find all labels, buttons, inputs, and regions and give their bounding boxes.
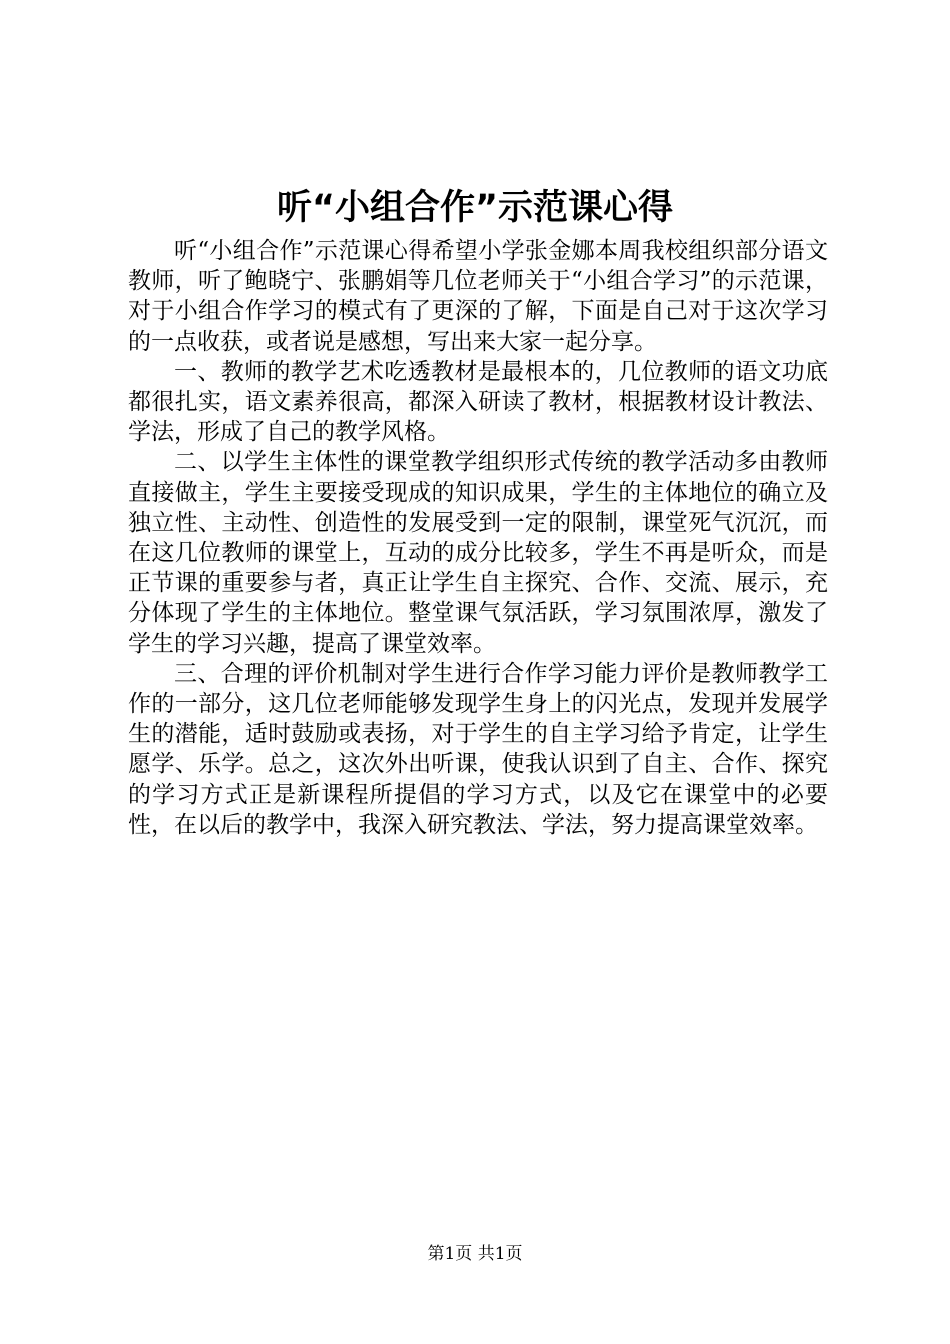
paragraph-section-3: 三、合理的评价机制对学生进行合作学习能力评价是教师教学工作的一部分，这几位老师能够发现学生身上的闪光点，发现并发展学生的潜能，适时鼓励或表扬，对于学生的自主学习给予肯定，让学生愿学、乐学。总之，这次外出听课，使我认识到了自主、合作、探究的学习方式正是新课程所提倡的学习方式，以及它在课堂中的必要性，在以后的教学中，我深入研究教法、学法，努力提高课堂效率。 <box>128 660 828 838</box>
paragraph-section-1: 一、教师的教学艺术吃透教材是最根本的，几位教师的语文功底都很扎实，语文素养很高，都深入研读了教材，根据教材设计教法、学法，形成了自己的教学风格。 <box>128 358 828 446</box>
document-body <box>128 236 828 840</box>
page-title: 听“小组合作”示范课心得 <box>276 188 673 228</box>
paragraph-section-2: 二、以学生主体性的课堂教学组织形式传统的教学活动多由教师直接做主，学生主要接受现成的知识成果，学生的主体地位的确立及独立性、主动性、创造性的发展受到一定的限制，课堂死气沉沉，而在这几位教师的课堂上，互动的成分比较多，学生不再是听众，而是正节课的重要参与者，真正让学生自主探究、合作、交流、展示，充分体现了学生的主体地位。整堂课气氛活跃，学习氛围浓厚，激发了学生的学习兴趣，提高了课堂效率。 <box>128 449 828 657</box>
paragraph-intro: 听“小组合作”示范课心得希望小学张金娜本周我校组织部分语文教师，听了鲍晓宁、张鹏娟等几位老师关于“小组合学习”的示范课，对于小组合作学习的模式有了更深的了解，下面是自己对于这次学习的一点收获，或者说是感想，写出来大家一起分享。 <box>128 238 828 355</box>
page-footer: 第1页 共1页 <box>427 1244 523 1264</box>
